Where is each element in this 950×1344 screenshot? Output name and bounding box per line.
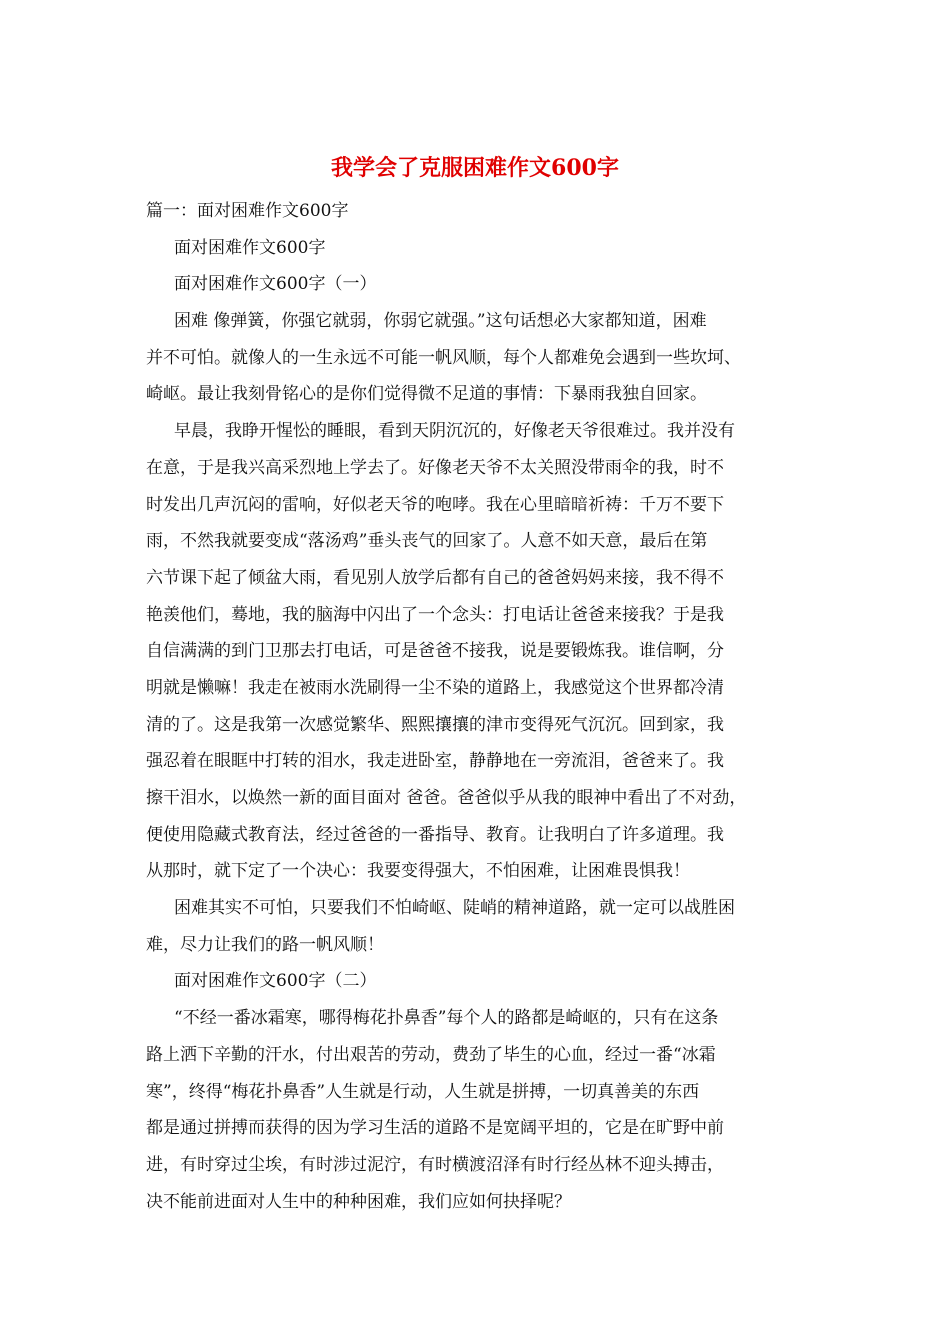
text-line: 便使用隐藏式教育法，经过爸爸的一番指导、教育。让我明白了许多道理。我: [146, 824, 724, 845]
text-line: 清的了。这是我第一次感觉繁华、熙熙攘攘的津市变得死气沉沉。回到家，我: [146, 714, 724, 735]
text-line: 艳羡他们，蓦地，我的脑海中闪出了一个念头：打电话让爸爸来接我？于是我: [146, 604, 724, 625]
text-line: 崎岖。最让我刻骨铭心的是你们觉得微不足道的事情：下暴雨我独自回家。: [146, 384, 707, 405]
text-line: 雨，不然我就要变成“落汤鸡”垂头丧气的回家了。人意不如天意，最后在第: [146, 531, 708, 552]
text-line: 篇一：面对困难作文600字: [146, 201, 349, 221]
text-line: 困难其实不可怕，只要我们不怕崎岖、陡峭的精神道路，就一定可以战胜困: [174, 898, 735, 919]
text-line: 面对困难作文600字（一）: [174, 274, 377, 295]
text-line: 寒”，终得“梅花扑鼻香”人生就是行动，人生就是拼搏，一切真善美的东西: [146, 1081, 700, 1102]
text-line: 自信满满的到门卫那去打电话，可是爸爸不接我，说是要锻炼我。谁信啊，分: [146, 641, 724, 662]
text-line: 明就是懒嘛！我走在被雨水洗刷得一尘不染的道路上，我感觉这个世界都冷清: [146, 677, 724, 698]
text-line: 困难 像弹簧，你强它就弱，你弱它就强。”这句话想必大家都知道，困难: [174, 311, 707, 332]
text-line: 决不能前进面对人生中的种种困难，我们应如何抉择呢？: [146, 1191, 571, 1212]
document-body: [146, 193, 812, 1220]
text-line: 进，有时穿过尘埃，有时涉过泥泞，有时横渡沼泽有时行经丛林不迎头搏击，: [146, 1154, 724, 1175]
text-line: 并不可怕。就像人的一生永远不可能一帆风顺，每个人都难免会遇到一些坎坷、: [146, 347, 741, 368]
text-line: 在意，于是我兴高采烈地上学去了。好像老天爷不太关照没带雨伞的我，时不: [146, 457, 724, 478]
text-line: “不经一番冰霜寒，哪得梅花扑鼻香”每个人的路都是崎岖的，只有在这条: [174, 1008, 719, 1029]
text-line: 面对困难作文600字（二）: [174, 971, 377, 992]
text-line: 都是通过拼搏而获得的因为学习生活的道路不是宽阔平坦的，它是在旷野中前: [146, 1118, 724, 1139]
text-line: 路上洒下辛勤的汗水，付出艰苦的劳动，费劲了毕生的心血，经过一番“冰霜: [146, 1044, 716, 1065]
text-line: 时发出几声沉闷的雷响，好似老天爷的咆哮。我在心里暗暗祈祷：千万不要下: [146, 494, 724, 515]
text-line: 难，尽力让我们的路一帆风顺！: [146, 934, 384, 955]
text-line: 面对困难作文600字: [174, 237, 326, 258]
text-line: 从那时，就下定了一个决心：我要变得强大，不怕困难，让困难畏惧我！: [146, 861, 690, 882]
text-line: 六节课下起了倾盆大雨，看见别人放学后都有自己的爸爸妈妈来接，我不得不: [146, 567, 724, 588]
text-line: 强忍着在眼眶中打转的泪水，我走进卧室，静静地在一旁流泪，爸爸来了。我: [146, 751, 724, 772]
text-line: 擦干泪水，以焕然一新的面目面对 爸爸。爸爸似乎从我的眼神中看出了不对劲，: [146, 788, 747, 808]
document-title: 我学会了克服困难作文600字: [331, 155, 619, 181]
text-line: 早晨，我睁开惺忪的睡眼，看到天阴沉沉的，好像老天爷很难过。我并没有: [174, 421, 735, 442]
